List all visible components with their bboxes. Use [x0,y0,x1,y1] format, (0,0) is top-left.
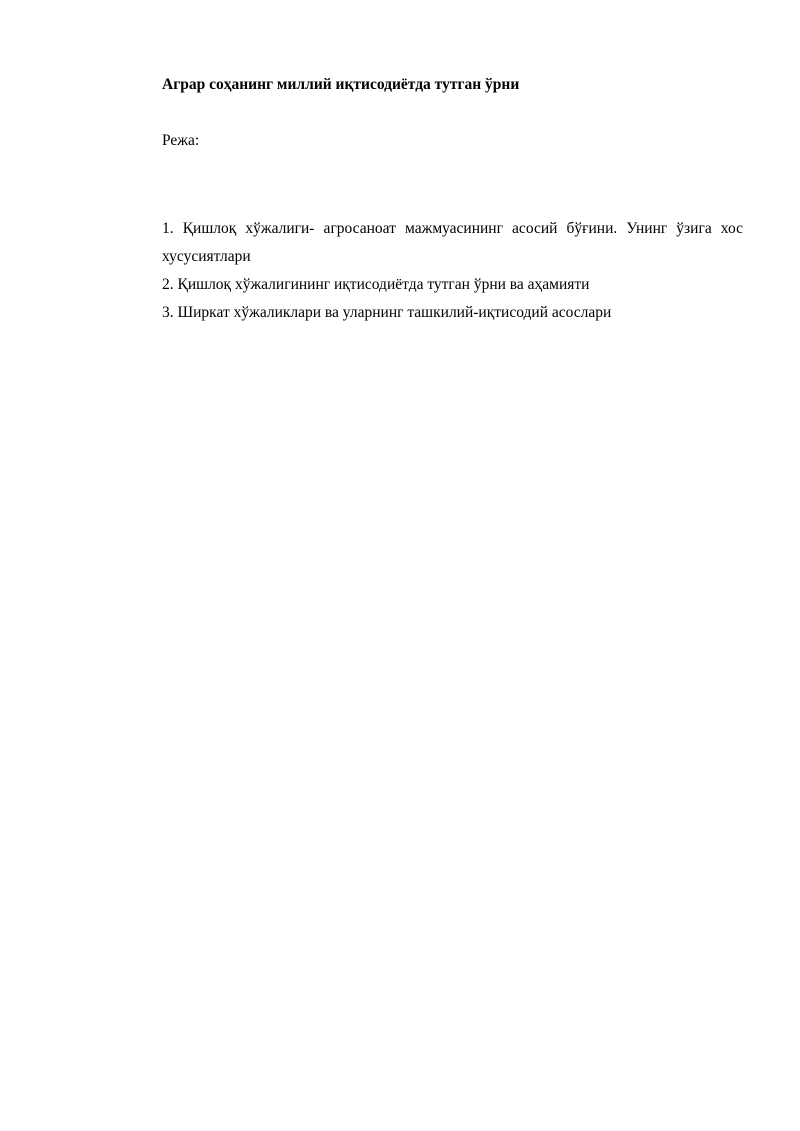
plan-item-1: 1. Қишлоқ хўжалиги- агросаноат мажмуасининг асосий бўғини. Унинг ўзига хос хусусиятлари [162,220,743,265]
plan-item-2: 2. Қишлоқ хўжалигининг иқтисодиётда тутган ўрни ва аҳамияти [162,276,590,293]
plan-list [162,215,743,327]
plan-item-3: 3. Ширкат хўжаликлари ва уларнинг ташкилий-иқтисодий асослари [162,304,612,321]
document-title: Аграр соҳанинг миллий иқтисодиётда тутган ўрни [162,76,520,93]
plan-label: Режа: [162,132,200,149]
